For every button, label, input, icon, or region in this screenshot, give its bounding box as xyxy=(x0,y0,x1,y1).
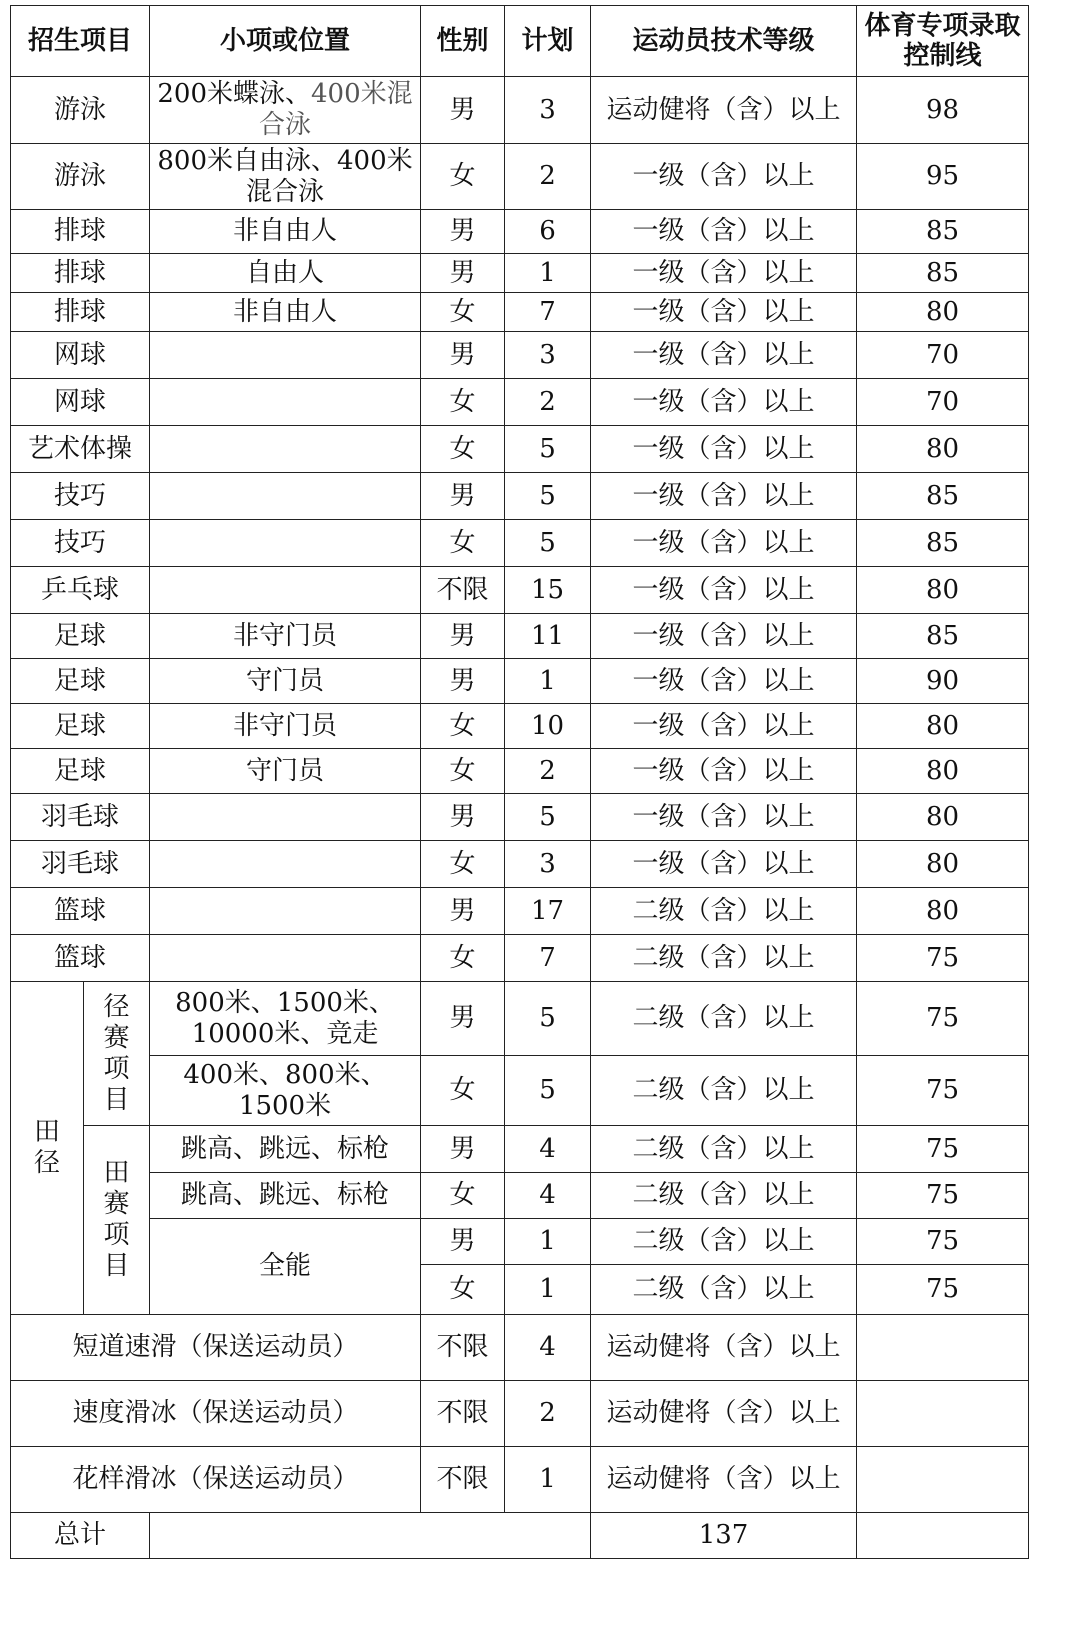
cell-control-line: 75 xyxy=(857,982,1029,1056)
cell-project: 乒乓球 xyxy=(11,567,150,614)
cell-gender: 女 xyxy=(421,1265,505,1315)
cell-sub-text: 200米蝶泳、 xyxy=(157,79,312,109)
cell-gender: 女 xyxy=(421,704,505,749)
cell-control-line: 90 xyxy=(857,659,1029,704)
cell-control-line: 80 xyxy=(857,888,1029,935)
cell-control-line: 98 xyxy=(857,77,1029,144)
running-group-label: 径赛项目 xyxy=(103,991,130,1115)
cell-sub xyxy=(150,379,421,426)
table-row xyxy=(11,520,1029,567)
cell-sub xyxy=(150,426,421,473)
cell-project: 篮球 xyxy=(11,888,150,935)
cell-plan: 6 xyxy=(505,210,591,254)
cell-control-line: 85 xyxy=(857,473,1029,520)
cell-sub xyxy=(150,473,421,520)
cell-project: 足球 xyxy=(11,704,150,749)
cell-level: 一级（含）以上 xyxy=(591,293,857,332)
cell-sub: 800米、1500米、10000米、竞走 xyxy=(150,982,421,1056)
cell-plan: 5 xyxy=(505,982,591,1056)
table-row xyxy=(11,935,1029,982)
cell-project: 游泳 xyxy=(11,77,150,144)
table-row xyxy=(11,1315,1029,1381)
header-plan: 计划 xyxy=(505,6,591,77)
cell-total-plan: 137 xyxy=(591,1513,857,1559)
header-gender: 性别 xyxy=(421,6,505,77)
cell-field-group xyxy=(84,1126,150,1315)
cell-gender: 不限 xyxy=(421,1381,505,1447)
cell-sub xyxy=(150,567,421,614)
field-group-label: 田赛项目 xyxy=(103,1158,130,1281)
cell-gender: 男 xyxy=(421,332,505,379)
table-row xyxy=(11,254,1029,293)
total-row xyxy=(11,1513,1029,1559)
cell-project: 足球 xyxy=(11,749,150,794)
cell-project: 足球 xyxy=(11,614,150,659)
table-row xyxy=(11,749,1029,794)
cell-gender: 女 xyxy=(421,749,505,794)
cell-gender: 男 xyxy=(421,77,505,144)
table-row xyxy=(11,614,1029,659)
cell-sub: 非守门员 xyxy=(150,704,421,749)
table-row xyxy=(11,293,1029,332)
cell-plan: 4 xyxy=(505,1315,591,1381)
cell-sub xyxy=(150,794,421,841)
cell-plan: 1 xyxy=(505,659,591,704)
cell-gender: 不限 xyxy=(421,567,505,614)
cell-sub: 跳高、跳远、标枪 xyxy=(150,1173,421,1219)
cell-gender: 男 xyxy=(421,794,505,841)
cell-project: 技巧 xyxy=(11,473,150,520)
cell-gender: 女 xyxy=(421,1173,505,1219)
cell-control-line: 95 xyxy=(857,144,1029,210)
cell-plan: 17 xyxy=(505,888,591,935)
cell-sub: 跳高、跳远、标枪 xyxy=(150,1126,421,1173)
table-row xyxy=(11,332,1029,379)
cell-gender: 女 xyxy=(421,841,505,888)
table-row xyxy=(11,473,1029,520)
table-row xyxy=(11,841,1029,888)
cell-gender: 男 xyxy=(421,1219,505,1265)
table-row xyxy=(11,1126,1029,1173)
cell-plan: 5 xyxy=(505,473,591,520)
cell-control-line: 75 xyxy=(857,1265,1029,1315)
cell-sub: 守门员 xyxy=(150,659,421,704)
cell-gender: 女 xyxy=(421,426,505,473)
cell-level: 一级（含）以上 xyxy=(591,426,857,473)
cell-plan: 3 xyxy=(505,332,591,379)
cell-level: 二级（含）以上 xyxy=(591,935,857,982)
cell-control-line: 85 xyxy=(857,210,1029,254)
table-row xyxy=(11,1219,1029,1265)
cell-sub xyxy=(150,77,421,144)
cell-level: 二级（含）以上 xyxy=(591,982,857,1056)
cell-gender: 女 xyxy=(421,520,505,567)
cell-sub xyxy=(150,841,421,888)
cell-plan: 1 xyxy=(505,1265,591,1315)
cell-level: 一级（含）以上 xyxy=(591,567,857,614)
table-row xyxy=(11,210,1029,254)
cell-sub: 全能 xyxy=(150,1219,421,1315)
cell-level: 二级（含）以上 xyxy=(591,1173,857,1219)
cell-plan: 11 xyxy=(505,614,591,659)
cell-level: 二级（含）以上 xyxy=(591,1056,857,1126)
cell-control-line: 80 xyxy=(857,426,1029,473)
cell-control-line xyxy=(857,1381,1029,1447)
table-row xyxy=(11,567,1029,614)
cell-control-line: 75 xyxy=(857,1056,1029,1126)
cell-gender: 男 xyxy=(421,1126,505,1173)
cell-level: 运动健将（含）以上 xyxy=(591,1381,857,1447)
cell-sub-text-pale: 400米混合泳 xyxy=(259,79,413,140)
cell-level: 一级（含）以上 xyxy=(591,144,857,210)
cell-level: 运动健将（含）以上 xyxy=(591,77,857,144)
cell-control-line: 80 xyxy=(857,704,1029,749)
cell-level: 一级（含）以上 xyxy=(591,794,857,841)
cell-gender: 男 xyxy=(421,888,505,935)
cell-plan: 2 xyxy=(505,749,591,794)
cell-control-line: 80 xyxy=(857,841,1029,888)
cell-plan: 4 xyxy=(505,1173,591,1219)
cell-control-line xyxy=(857,1447,1029,1513)
cell-plan: 2 xyxy=(505,379,591,426)
cell-plan: 1 xyxy=(505,1447,591,1513)
cell-project: 羽毛球 xyxy=(11,794,150,841)
header-project: 招生项目 xyxy=(11,6,150,77)
cell-control-line: 70 xyxy=(857,332,1029,379)
cell-sub: 非守门员 xyxy=(150,614,421,659)
table-row xyxy=(11,888,1029,935)
cell-project: 排球 xyxy=(11,210,150,254)
cell-control-line: 70 xyxy=(857,379,1029,426)
cell-empty xyxy=(150,1513,591,1559)
cell-plan: 1 xyxy=(505,1219,591,1265)
cell-control-line: 80 xyxy=(857,567,1029,614)
cell-plan: 2 xyxy=(505,1381,591,1447)
cell-level: 二级（含）以上 xyxy=(591,1219,857,1265)
cell-gender: 男 xyxy=(421,473,505,520)
cell-level: 二级（含）以上 xyxy=(591,888,857,935)
cell-gender: 男 xyxy=(421,614,505,659)
cell-plan: 4 xyxy=(505,1126,591,1173)
cell-control-line: 80 xyxy=(857,293,1029,332)
cell-total-label: 总计 xyxy=(11,1513,150,1559)
cell-sub xyxy=(150,888,421,935)
cell-control-line: 85 xyxy=(857,614,1029,659)
header-row xyxy=(11,6,1029,77)
cell-level: 一级（含）以上 xyxy=(591,332,857,379)
table-row xyxy=(11,794,1029,841)
cell-project: 网球 xyxy=(11,332,150,379)
cell-project: 短道速滑（保送运动员） xyxy=(11,1315,421,1381)
cell-level: 二级（含）以上 xyxy=(591,1126,857,1173)
cell-level: 运动健将（含）以上 xyxy=(591,1315,857,1381)
cell-plan: 15 xyxy=(505,567,591,614)
cell-level: 一级（含）以上 xyxy=(591,614,857,659)
cell-sub: 自由人 xyxy=(150,254,421,293)
cell-project: 速度滑冰（保送运动员） xyxy=(11,1381,421,1447)
cell-plan: 5 xyxy=(505,794,591,841)
cell-plan: 5 xyxy=(505,426,591,473)
cell-gender: 女 xyxy=(421,293,505,332)
cell-plan: 3 xyxy=(505,841,591,888)
cell-sub xyxy=(150,935,421,982)
cell-level: 一级（含）以上 xyxy=(591,520,857,567)
cell-control-line xyxy=(857,1315,1029,1381)
cell-running-group xyxy=(84,982,150,1126)
header-control-line: 体育专项录取控制线 xyxy=(857,6,1029,77)
admission-plan-table xyxy=(10,5,1029,1559)
table-row xyxy=(11,704,1029,749)
cell-plan: 10 xyxy=(505,704,591,749)
cell-project: 排球 xyxy=(11,293,150,332)
header-level: 运动员技术等级 xyxy=(591,6,857,77)
table-row xyxy=(11,982,1029,1056)
cell-gender: 女 xyxy=(421,1056,505,1126)
cell-plan: 7 xyxy=(505,293,591,332)
cell-level: 运动健将（含）以上 xyxy=(591,1447,857,1513)
cell-control-line: 80 xyxy=(857,794,1029,841)
cell-gender: 不限 xyxy=(421,1315,505,1381)
cell-gender: 女 xyxy=(421,379,505,426)
cell-plan: 7 xyxy=(505,935,591,982)
cell-control-line: 80 xyxy=(857,749,1029,794)
cell-level: 一级（含）以上 xyxy=(591,210,857,254)
cell-plan: 3 xyxy=(505,77,591,144)
table-row xyxy=(11,1381,1029,1447)
cell-level: 一级（含）以上 xyxy=(591,841,857,888)
table-row xyxy=(11,1056,1029,1126)
cell-sub: 800米自由泳、400米混合泳 xyxy=(150,144,421,210)
table-row xyxy=(11,1447,1029,1513)
cell-level: 一级（含）以上 xyxy=(591,749,857,794)
cell-project: 游泳 xyxy=(11,144,150,210)
cell-level: 一级（含）以上 xyxy=(591,659,857,704)
cell-level: 一级（含）以上 xyxy=(591,254,857,293)
cell-sub xyxy=(150,520,421,567)
table-row xyxy=(11,144,1029,210)
cell-plan: 5 xyxy=(505,520,591,567)
cell-gender: 女 xyxy=(421,935,505,982)
header-sub: 小项或位置 xyxy=(150,6,421,77)
cell-project: 羽毛球 xyxy=(11,841,150,888)
cell-control-line: 75 xyxy=(857,1126,1029,1173)
cell-plan: 5 xyxy=(505,1056,591,1126)
cell-control-line: 85 xyxy=(857,254,1029,293)
table-row xyxy=(11,659,1029,704)
cell-project: 足球 xyxy=(11,659,150,704)
cell-control-line: 75 xyxy=(857,1173,1029,1219)
table-row xyxy=(11,426,1029,473)
cell-project: 排球 xyxy=(11,254,150,293)
cell-level: 一级（含）以上 xyxy=(591,704,857,749)
cell-plan: 1 xyxy=(505,254,591,293)
cell-sub: 守门员 xyxy=(150,749,421,794)
cell-sub: 非自由人 xyxy=(150,293,421,332)
cell-project-track xyxy=(11,982,84,1315)
cell-gender: 男 xyxy=(421,659,505,704)
table-row xyxy=(11,77,1029,144)
cell-control-line: 75 xyxy=(857,1219,1029,1265)
cell-level: 一级（含）以上 xyxy=(591,379,857,426)
cell-empty xyxy=(857,1513,1029,1559)
cell-sub: 非自由人 xyxy=(150,210,421,254)
cell-gender: 不限 xyxy=(421,1447,505,1513)
cell-gender: 男 xyxy=(421,982,505,1056)
cell-project: 艺术体操 xyxy=(11,426,150,473)
cell-sub: 400米、800米、1500米 xyxy=(150,1056,421,1126)
table-row xyxy=(11,379,1029,426)
cell-level: 一级（含）以上 xyxy=(591,473,857,520)
cell-control-line: 85 xyxy=(857,520,1029,567)
cell-control-line: 75 xyxy=(857,935,1029,982)
track-label: 田径 xyxy=(34,1117,61,1178)
table-row xyxy=(11,1173,1029,1219)
cell-gender: 男 xyxy=(421,210,505,254)
cell-level: 二级（含）以上 xyxy=(591,1265,857,1315)
cell-plan: 2 xyxy=(505,144,591,210)
cell-gender: 男 xyxy=(421,254,505,293)
cell-project: 技巧 xyxy=(11,520,150,567)
cell-project: 网球 xyxy=(11,379,150,426)
cell-gender: 女 xyxy=(421,144,505,210)
cell-project: 花样滑冰（保送运动员） xyxy=(11,1447,421,1513)
cell-sub xyxy=(150,332,421,379)
cell-project: 篮球 xyxy=(11,935,150,982)
